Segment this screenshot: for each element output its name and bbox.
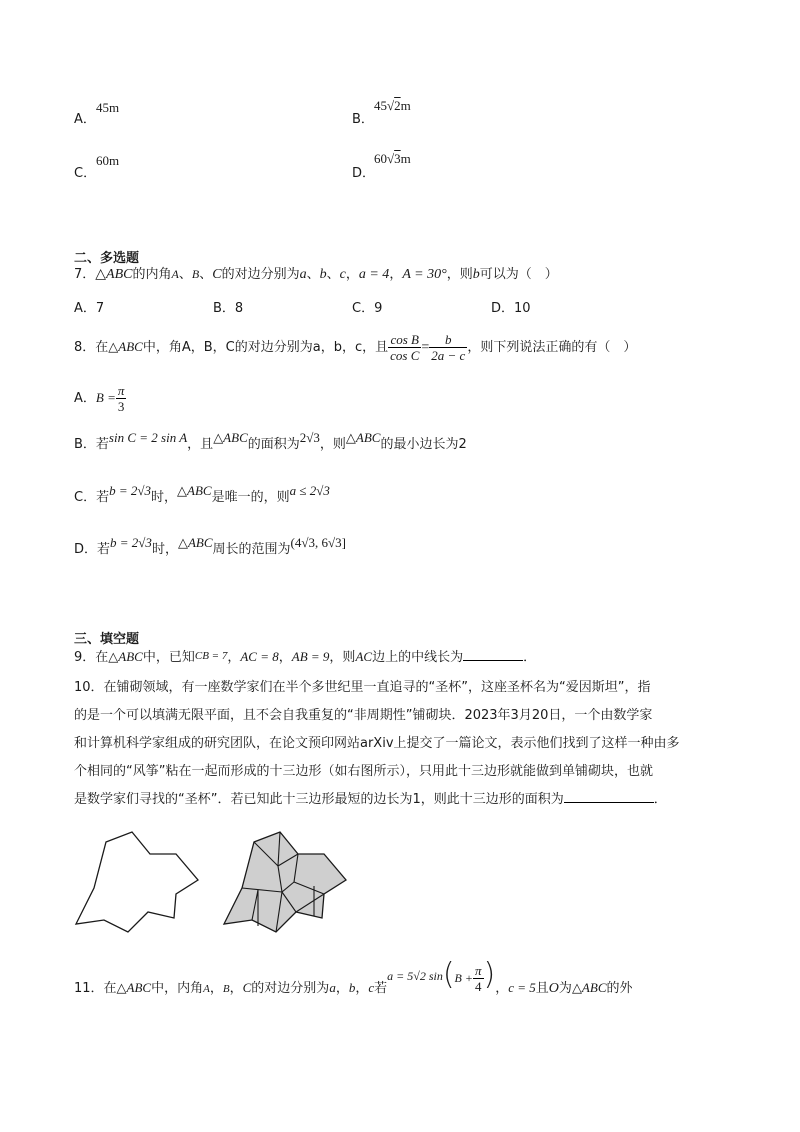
q7-option-c: C．9 [352,301,383,316]
q8-fraction-right: $\frac{b}{2a - c}$ [431,332,466,363]
q6-option-b-value: 45√2m [374,98,411,113]
question-8: 8．在△ABC中，角A，B，C的对边分别为a，b，c，且 $\frac{\text{cos B}}{\text{cos C}}$ = $\frac{b}{2a - c}$ ，则下列说法正确的有（ ） [74,332,637,363]
section-title-fill-in-blank: 三、填空题 [74,632,140,647]
q6-option-d-value: 60√3m [374,151,411,166]
q8-option-d: D．若b = 2√3时，△ABC周长的范围为(4√3, 6√3] [74,535,346,557]
q6-option-d-label: D． [352,166,376,181]
tile-outline-figure [70,828,208,938]
question-11: 11．在△ABC中，内角A，B，C的对边分别为a，b，c若a = 5√2 sin(B + $\frac{\pi}{4}$ )，c = 5且O为△ABC的外 [74,957,633,996]
q9-answer-blank [463,660,523,661]
q7-option-a: A．7 [74,301,105,316]
tile-kite-figure [218,828,368,938]
question-7: 7．△ABC的内角A、B、C的对边分别为a、b、c，a = 4，A = 30°，则b可以为（ ） [74,267,558,282]
question-9: 9．在△ABC中，已知CB = 7，AC = 8，AB = 9，则AC边上的中线长为 ． [74,649,537,665]
question-10: 10．在铺砌领域，有一座数学家们在半个多世纪里一直追寻的“圣杯”，这座圣杯名为“爱因斯坦”，指 的是一个可以填满无限平面，且不会自我重复的“非周期性”铺砌块．2023年3月20日，一个由数学家 和计算机科学家组成的研究团队，在论文预印网站arXiv上提交了一篇论文，表示他们找到了这样一种由多 个相同的“风筝”粘在一起而形成的十三边形（如右图所示），只用此十三边形就能做到单铺砌块，也就 是数学家们寻找的“圣杯”．若已知此十三边形最短的边长为1，则此十三边形的面积为 ． [74,680,680,807]
q6-option-a-label: A． [74,112,96,127]
q7-option-d: D．10 [491,301,531,316]
q6-option-c-value: 60m [96,153,120,168]
section-title-multiple-choice: 二、多选题 [74,251,140,266]
q8-option-a: A．B = $\frac{\pi}{3}$ [74,383,125,414]
q11-paren-left: ( [442,957,455,992]
q11-paren-right: ) [483,957,496,992]
q8-fraction-left: $\frac{\text{cos B}}{\text{cos C}}$ [390,332,420,363]
q7-option-b: B．8 [213,301,244,316]
q8-option-c: C．若b = 2√3时，△ABC是唯一的，则a ≤ 2√3 [74,483,330,505]
q10-answer-blank [564,802,654,803]
q6-option-c-label: C． [74,166,97,181]
q6-option-a-value: 45m [96,100,120,115]
q6-option-b-label: B． [352,112,374,127]
q8-option-b: B．若sin C = 2 sin A，且△ABC的面积为2√3，则△ABC的最小边长为2 [74,430,467,452]
